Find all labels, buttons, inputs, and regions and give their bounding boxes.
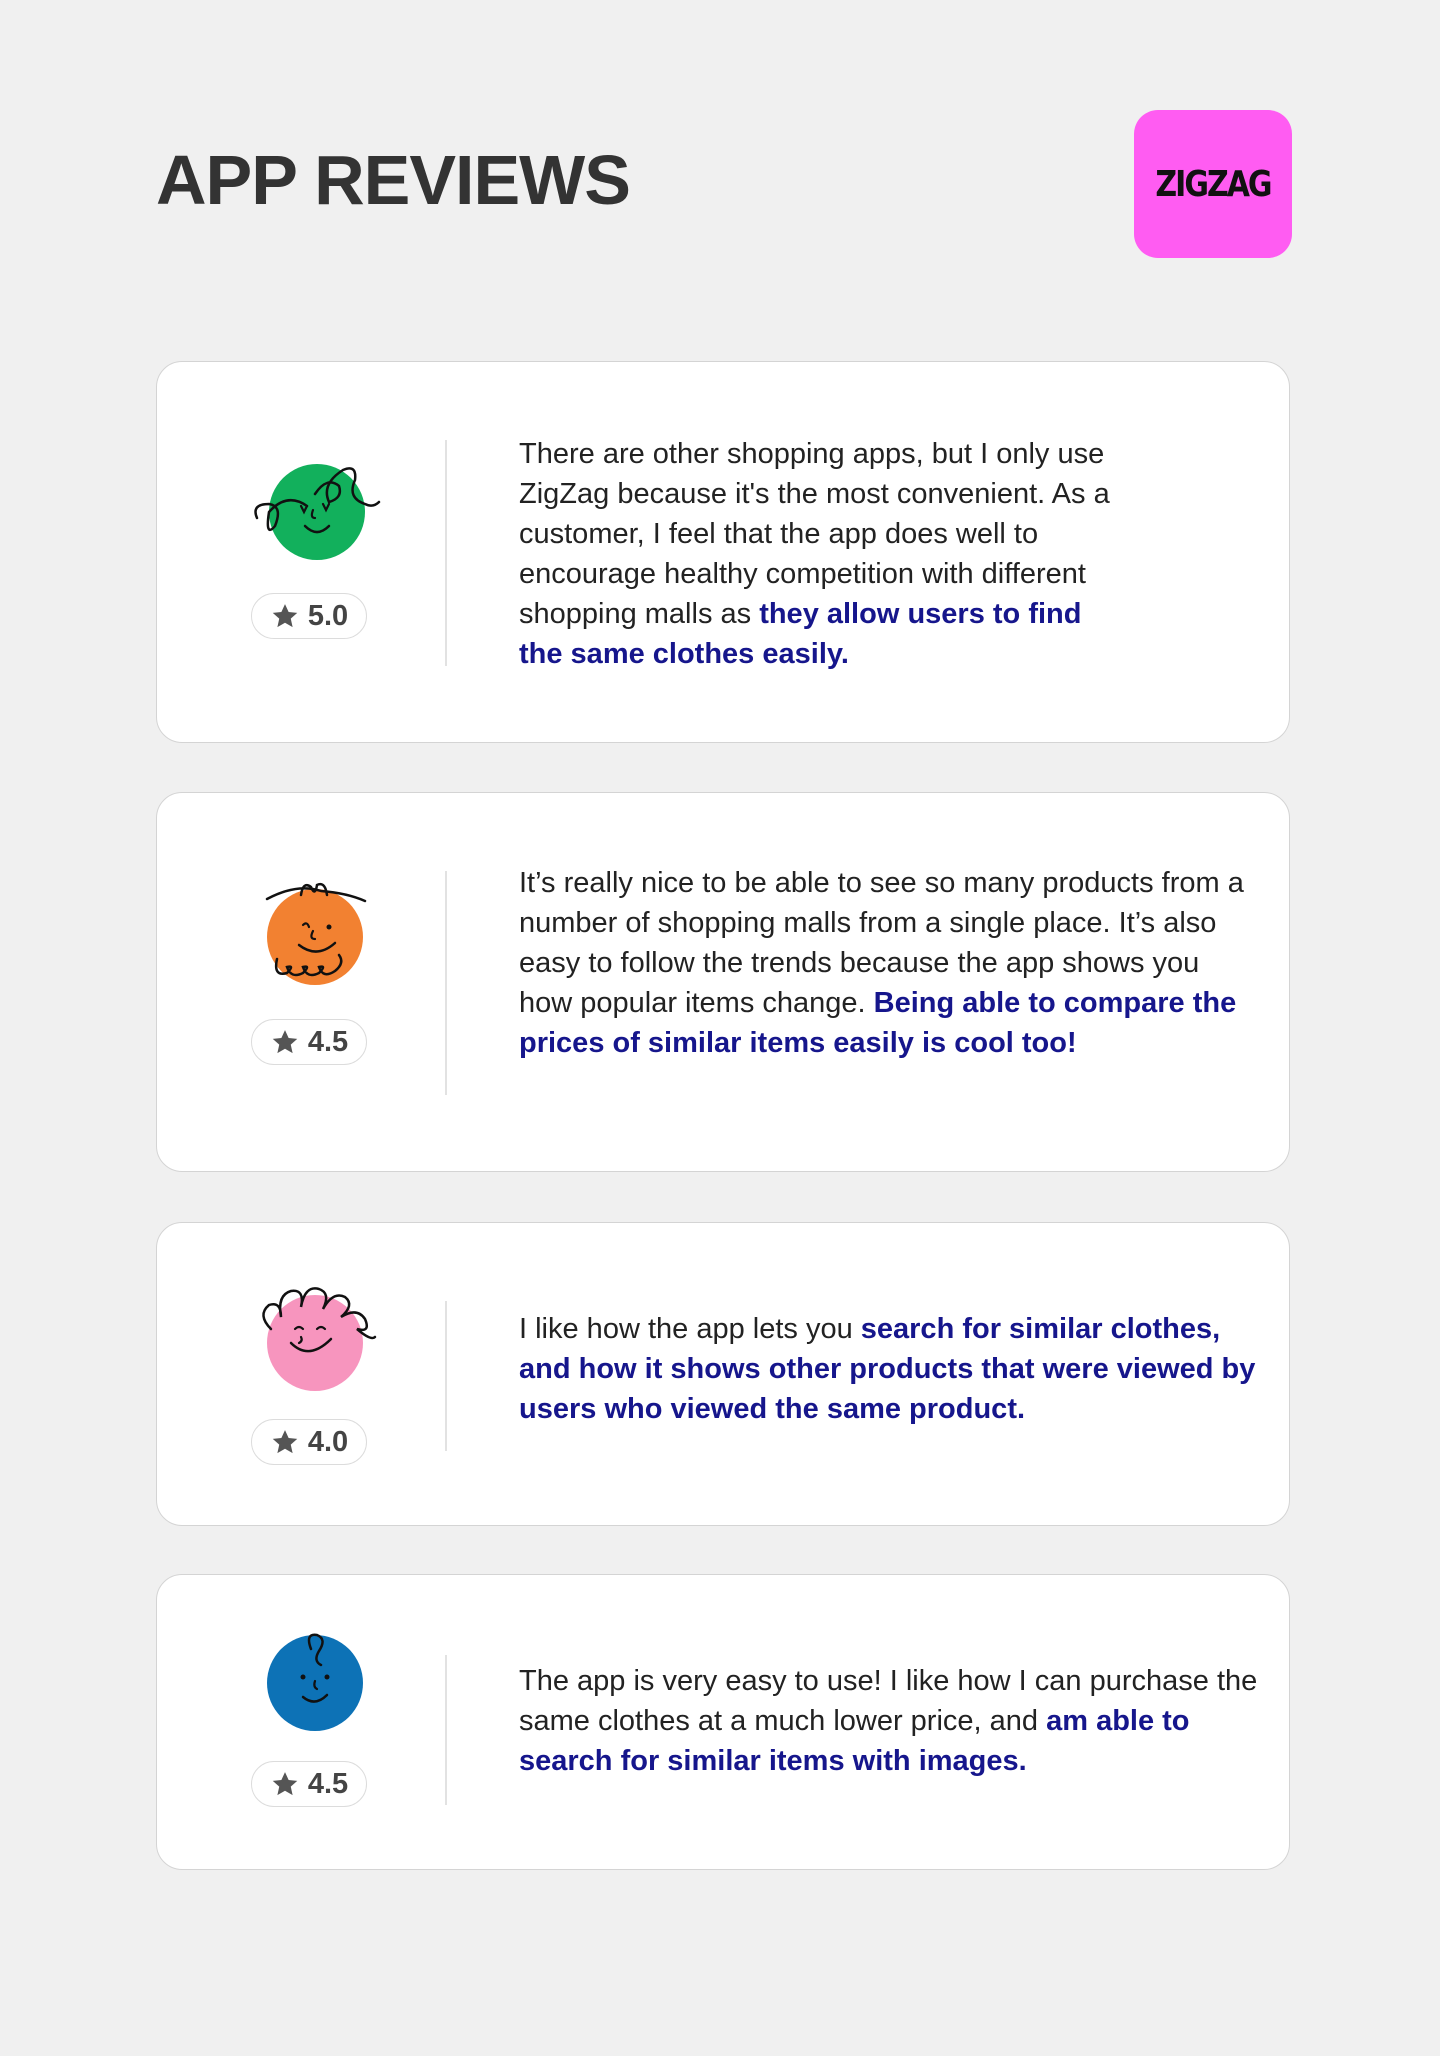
logo-text: ZIGZAG bbox=[1155, 163, 1271, 205]
review-plain-text: It’s really nice to be able to see so many products from a number of shopping malls from a single place. It’s also easy to follow the trends because the app shows you how popular items change. bbox=[519, 867, 1244, 1019]
review-plain-text: I like how the app lets you bbox=[519, 1313, 861, 1345]
orange-face-avatar-icon bbox=[247, 873, 383, 993]
star-icon bbox=[270, 601, 300, 631]
star-icon bbox=[270, 1427, 300, 1457]
review-plain-text: There are other shopping apps, but I only use ZigZag because it's the most convenient. As a customer, I feel that the app does well to encourage healthy competition with different shopping malls as bbox=[519, 438, 1110, 630]
card-divider bbox=[445, 440, 447, 666]
review-highlight-text: search for similar clothes, and how it shows other products that were viewed by users who viewed the same product. bbox=[519, 1313, 1256, 1425]
rating-badge bbox=[251, 593, 367, 639]
review-highlight-text: am able to search for similar items with images. bbox=[519, 1705, 1190, 1777]
rating-value: 4.0 bbox=[307, 1425, 349, 1458]
zigzag-logo bbox=[1134, 110, 1292, 258]
card-divider bbox=[445, 1655, 447, 1805]
rating-value: 4.5 bbox=[307, 1025, 349, 1058]
card-divider bbox=[445, 871, 447, 1095]
rating-badge bbox=[251, 1761, 367, 1807]
review-card bbox=[156, 361, 1290, 743]
review-highlight-text: they allow users to find the same clothes easily. bbox=[519, 598, 1082, 670]
rating-value: 5.0 bbox=[307, 599, 349, 632]
star-icon bbox=[270, 1769, 300, 1799]
review-text bbox=[519, 1661, 1259, 1781]
review-text bbox=[519, 863, 1259, 1063]
review-text bbox=[519, 1309, 1259, 1429]
rating-badge bbox=[251, 1019, 367, 1065]
rating-badge bbox=[251, 1419, 367, 1465]
green-face-avatar-icon bbox=[247, 446, 383, 566]
review-text bbox=[519, 434, 1119, 674]
rating-value: 4.5 bbox=[307, 1767, 349, 1800]
review-highlight-text: Being able to compare the prices of similar items easily is cool too! bbox=[519, 987, 1237, 1059]
blue-face-avatar-icon bbox=[247, 1621, 383, 1741]
pink-face-avatar-icon bbox=[247, 1275, 383, 1395]
review-card bbox=[156, 792, 1290, 1172]
page-title: APP REVIEWS bbox=[156, 141, 630, 219]
card-divider bbox=[445, 1301, 447, 1451]
page-header bbox=[156, 110, 1292, 260]
star-icon bbox=[270, 1027, 300, 1057]
review-card bbox=[156, 1222, 1290, 1526]
review-plain-text: The app is very easy to use! I like how I can purchase the same clothes at a much lower price, and bbox=[519, 1665, 1258, 1737]
review-card bbox=[156, 1574, 1290, 1870]
